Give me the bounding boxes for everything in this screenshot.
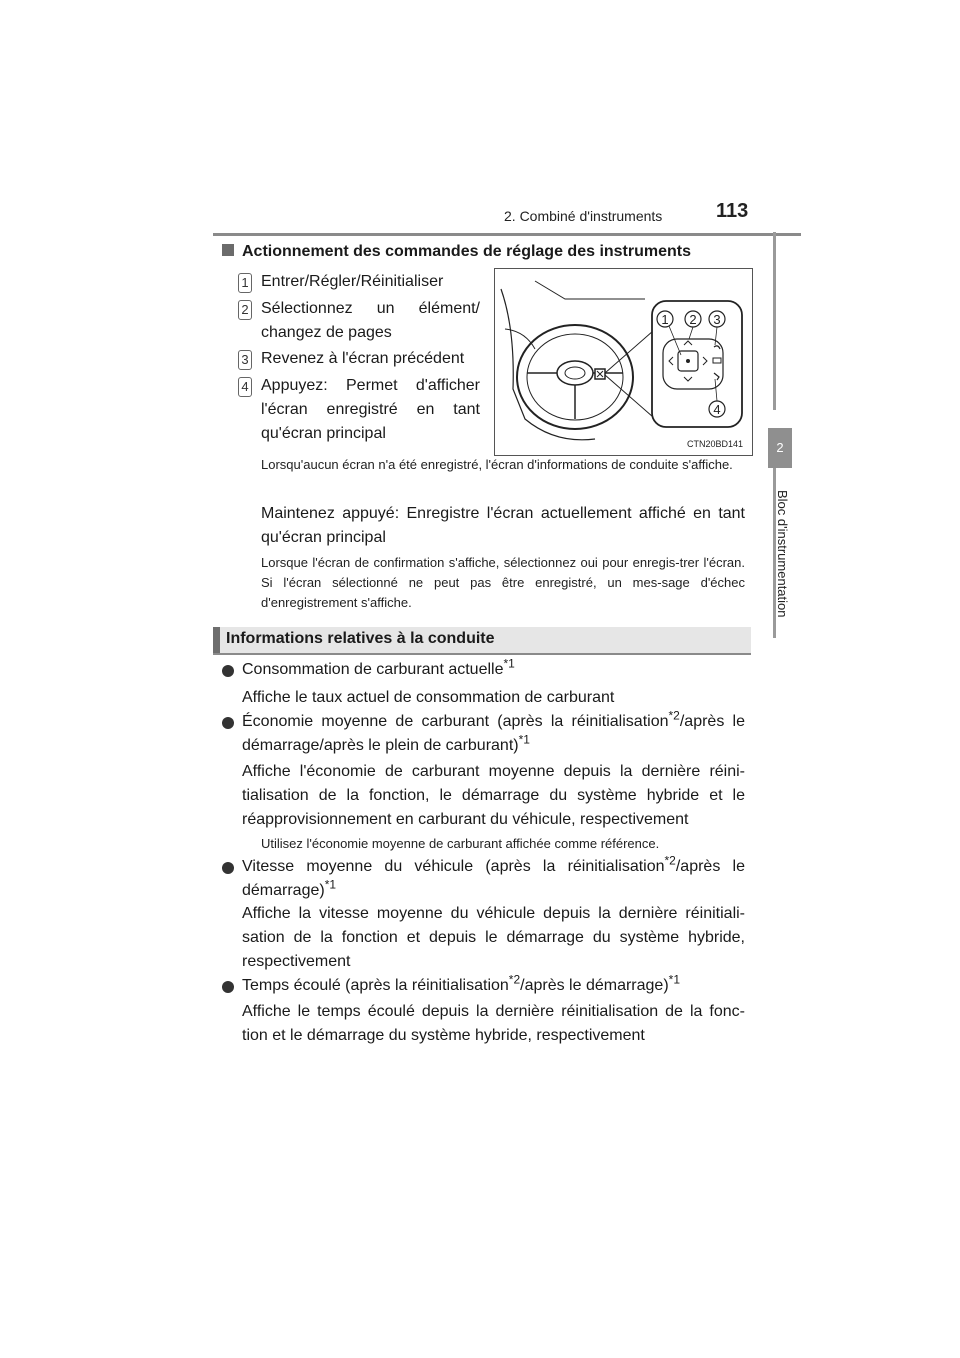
bullet-elapsed-time: [222, 974, 745, 998]
footnote-ref: *2: [668, 708, 680, 723]
section-title-controls: [222, 243, 691, 261]
figure-callout-1: 1: [661, 312, 669, 327]
bullet-description: Affiche la vitesse moyenne du véhicule depuis la dernière réinitiali-sation de la fonction et depuis le démarrage du système hybride, respectivement: [242, 905, 745, 970]
callout-number: 3: [238, 350, 252, 370]
steering-wheel-switch-illustration-icon: [495, 269, 752, 455]
callout-number: 2: [238, 300, 252, 320]
bullet-dot-icon: [222, 717, 234, 729]
figure-callout-3: 3: [713, 312, 721, 327]
footnote-ref: *1: [324, 877, 337, 892]
bullet-average-speed: [222, 855, 745, 903]
numbered-item-4: [238, 374, 480, 446]
bullet-title: Consommation de carburant actuelle: [242, 661, 504, 678]
header-rule: [213, 233, 801, 236]
numbered-item-1: [238, 270, 480, 294]
section-header-driving-info: [213, 627, 751, 655]
footnote-ref: *2: [508, 972, 521, 987]
steering-switch-figure: [494, 268, 753, 456]
bullet-description: Affiche le taux actuel de consommation de carburant: [242, 689, 615, 706]
running-header-section: 2. Combiné d'instruments: [504, 208, 663, 224]
footnote-ref: *1: [518, 732, 530, 747]
bullet-title-b: /après le démarrage): [520, 977, 669, 994]
bullet-average-fuel: [222, 710, 745, 758]
numbered-item-text: Entrer/Régler/Réinitialiser: [261, 273, 444, 290]
bullet-note: Utilisez l'économie moyenne de carburant affichée comme référence.: [261, 836, 660, 851]
square-bullet-icon: [222, 244, 234, 256]
numbered-item-text: Sélectionnez un élément/ changez de pages: [261, 300, 480, 341]
bullet-description: Affiche le temps écoulé depuis la dernière réinitialisation de la fonc-tion et le démarrage du système hybride, respectivement: [242, 1003, 745, 1044]
footnote-ref: *1: [668, 972, 680, 987]
numbered-item-3: [238, 347, 480, 371]
chapter-tab-label: Bloc d'instrumentation: [775, 490, 790, 618]
chapter-tab-number: 2: [768, 428, 792, 468]
footnote-ref: *1: [503, 656, 515, 671]
numbered-item-text: Revenez à l'écran précédent: [261, 350, 465, 367]
numbered-item-text: Appuyez: Permet d'afficher l'écran enregistré en tant qu'écran principal: [261, 377, 480, 442]
figure-callout-2: 2: [689, 312, 697, 327]
section-header-accent: [213, 627, 220, 653]
callout-number: 4: [238, 377, 252, 397]
callout-number: 1: [238, 273, 252, 293]
bullet-title-b: /après le démarrage/après le plein de carburant): [242, 713, 745, 754]
footnote-ref: *2: [664, 853, 676, 868]
bullet-title-a: Économie moyenne de carburant (après la réinitialisation: [242, 713, 669, 730]
note-confirmation: Lorsque l'écran de confirmation s'affiche, sélectionnez oui pour enregis-trer l'écran. Si l'écran sélectionné ne peut pas être enregistré, un mes-sage d'échec d'enregistrement s'affiche.: [261, 555, 745, 610]
bullet-dot-icon: [222, 862, 234, 874]
figure-code: CTN20BD141: [686, 439, 743, 449]
bullet-dot-icon: [222, 665, 234, 677]
bullet-current-fuel: [222, 658, 745, 682]
bullet-title-a: Temps écoulé (après la réinitialisation: [242, 977, 509, 994]
numbered-item-2: [238, 297, 480, 345]
hold-description: Maintenez appuyé: Enregistre l'écran actuellement affiché en tant qu'écran principal: [261, 505, 745, 546]
bullet-description: Affiche l'économie de carburant moyenne depuis la dernière réini-tialisation de la fonction, le démarrage du système hybride et le réapprovisionnement en carburant du véhicule, respectivement: [242, 763, 745, 828]
section-title-text: Actionnement des commandes de réglage des instruments: [242, 243, 692, 260]
bullet-dot-icon: [222, 981, 234, 993]
figure-callout-4: 4: [713, 402, 721, 417]
section-header-title: Informations relatives à la conduite: [226, 630, 495, 647]
bullet-title-b: /après le démarrage): [242, 858, 745, 899]
note-no-screen-registered: Lorsqu'aucun écran n'a été enregistré, l'écran d'informations de conduite s'affiche.: [261, 457, 733, 472]
page-number: 113: [716, 200, 749, 222]
side-rule-top: [773, 232, 776, 410]
bullet-title-a: Vitesse moyenne du véhicule (après la réinitialisation: [242, 858, 665, 875]
